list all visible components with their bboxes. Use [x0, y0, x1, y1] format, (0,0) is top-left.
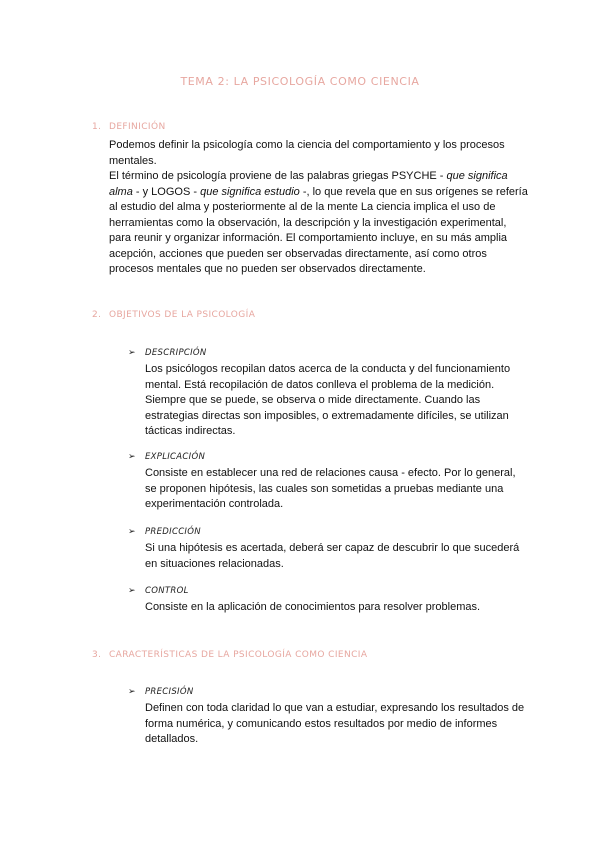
- objective-title-text: EXPLICACIÓN: [145, 452, 206, 462]
- section-heading-caracteristicas: [92, 650, 367, 660]
- objective-title-descripcion: [128, 348, 207, 358]
- definition-paragraph: Podemos definir la psicología como la ciencia del comportamiento y los procesos mentales.: [109, 139, 505, 167]
- characteristic-title-text: PRECISIÓN: [145, 687, 194, 697]
- document-title: TEMA 2: LA PSICOLOGÍA COMO CIENCIA: [180, 75, 420, 88]
- arrow-bullet-icon: ➢: [128, 527, 136, 537]
- arrow-bullet-icon: ➢: [128, 687, 136, 697]
- etymology-paragraph: [109, 169, 529, 278]
- arrow-bullet-icon: ➢: [128, 452, 136, 462]
- objective-text-descripcion: Los psicólogos recopilan datos acerca de la conducta y del funcionamiento mental. Está recopilación de datos conlleva el problema de la medición. Siempre que se puede, se observa o mide directamente. Cuando las estrategias directas son imposibles, o extremadamente difíciles, se utilizan tácticas indirectas.: [145, 363, 511, 437]
- objective-title-text: DESCRIPCIÓN: [145, 348, 207, 358]
- objective-title-text: CONTROL: [145, 586, 189, 596]
- etymology-text-c: - y LOGOS -: [132, 185, 201, 198]
- section-number: 3.: [92, 650, 102, 660]
- etymology-emphasis-logos: que significa estudio: [200, 185, 300, 198]
- etymology-text-e: -, lo que revela que en sus orígenes se refería al estudio del alma y posteriormente al de la mente La ciencia implica el uso de herramientas como la observación, la descripción y la investigación experimental, para reunir y organizar información. El comportamiento incluye, en su más amplia acepción, acciones que pueden ser observadas directamente, así como otros procesos mentales que no pueden ser observados directamente.: [109, 185, 528, 275]
- objective-title-text: PREDICCIÓN: [145, 527, 201, 537]
- section-heading-objetivos: [92, 310, 255, 320]
- section-heading-text: OBJETIVOS DE LA PSICOLOGÍA: [109, 310, 256, 320]
- arrow-bullet-icon: ➢: [128, 348, 136, 358]
- section-number: 2.: [92, 310, 102, 320]
- section-heading-text: CARACTERÍSTICAS DE LA PSICOLOGÍA COMO CIENCIA: [109, 650, 368, 660]
- objective-title-control: [128, 586, 189, 596]
- section-heading-definicion: [92, 122, 166, 132]
- etymology-emphasis-psyche: que significa alma: [109, 170, 508, 198]
- objective-text-prediccion: Si una hipótesis es acertada, deberá ser capaz de descubrir lo que sucederá en situaciones relacionadas.: [145, 542, 520, 570]
- objective-title-explicacion: [128, 452, 205, 462]
- characteristic-text-precision: Definen con toda claridad lo que van a estudiar, expresando los resultados de forma numérica, y comunicando estos resultados por medio de informes detallados.: [145, 702, 525, 745]
- arrow-bullet-icon: ➢: [128, 586, 136, 596]
- etymology-text-a: El término de psicología proviene de las palabras griegas PSYCHE -: [109, 170, 447, 182]
- section-heading-text: DEFINICIÓN: [109, 122, 166, 132]
- characteristic-title-precision: [128, 687, 194, 697]
- objective-text-explicacion: Consiste en establecer una red de relaciones causa - efecto. Por lo general, se proponen hipótesis, las cuales son sometidas a pruebas mediante una experimentación controlada.: [145, 467, 516, 510]
- section-1-body: [109, 138, 529, 278]
- section-number: 1.: [92, 122, 102, 132]
- objective-title-prediccion: [128, 527, 201, 537]
- objective-text-control: Consiste en la aplicación de conocimientos para resolver problemas.: [145, 601, 481, 613]
